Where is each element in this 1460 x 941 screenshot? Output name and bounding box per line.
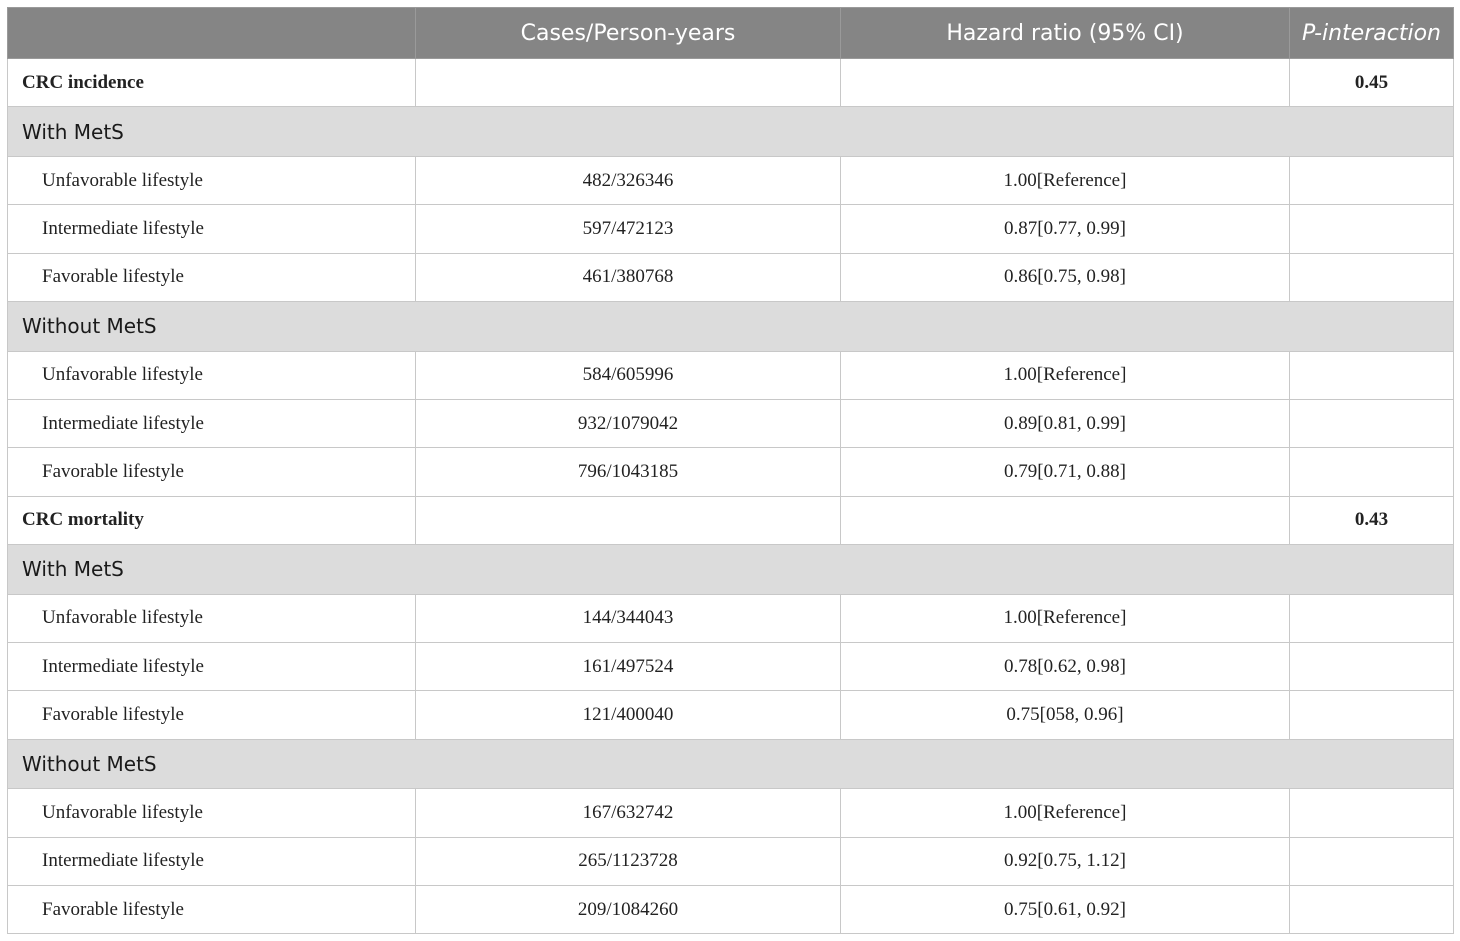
header-p-interaction-column: P-interaction	[1290, 8, 1454, 59]
cases-cell: 584/605996	[416, 351, 841, 399]
empty-cell	[1290, 594, 1454, 642]
hazard-ratio-cell: 1.00[Reference]	[841, 789, 1290, 837]
group-title: With MetS	[8, 107, 1454, 157]
section-row-crc-mortality	[8, 496, 1454, 544]
table-body	[8, 59, 1454, 934]
row-label: Unfavorable lifestyle	[8, 594, 416, 642]
row-label: Favorable lifestyle	[8, 448, 416, 496]
empty-cell	[1290, 156, 1454, 204]
hazard-ratio-cell: 0.75[058, 0.96]	[841, 691, 1290, 739]
row-label: Unfavorable lifestyle	[8, 156, 416, 204]
table-row	[8, 837, 1454, 885]
hazard-ratio-cell: 0.78[0.62, 0.98]	[841, 643, 1290, 691]
group-row-with-mets	[8, 545, 1454, 595]
table-row	[8, 253, 1454, 301]
table-row	[8, 594, 1454, 642]
row-label: Unfavorable lifestyle	[8, 789, 416, 837]
row-label: Unfavorable lifestyle	[8, 351, 416, 399]
table-header	[8, 8, 1454, 59]
group-title: Without MetS	[8, 739, 1454, 789]
empty-cell	[416, 496, 841, 544]
hazard-ratio-cell: 0.79[0.71, 0.88]	[841, 448, 1290, 496]
table-row	[8, 643, 1454, 691]
header-row	[8, 8, 1454, 59]
row-label: Intermediate lifestyle	[8, 643, 416, 691]
empty-cell	[1290, 837, 1454, 885]
cases-cell: 796/1043185	[416, 448, 841, 496]
table-row	[8, 351, 1454, 399]
hazard-ratio-cell: 1.00[Reference]	[841, 156, 1290, 204]
header-cases-column: Cases/Person-years	[416, 8, 841, 59]
group-title: With MetS	[8, 545, 1454, 595]
cases-cell: 597/472123	[416, 205, 841, 253]
group-row-with-mets	[8, 107, 1454, 157]
section-row-crc-incidence	[8, 59, 1454, 107]
empty-cell	[841, 496, 1290, 544]
cases-cell: 121/400040	[416, 691, 841, 739]
cases-cell: 161/497524	[416, 643, 841, 691]
cases-cell: 144/344043	[416, 594, 841, 642]
hazard-ratio-cell: 1.00[Reference]	[841, 594, 1290, 642]
group-row-without-mets	[8, 302, 1454, 352]
empty-cell	[1290, 399, 1454, 447]
empty-cell	[1290, 351, 1454, 399]
table-row	[8, 156, 1454, 204]
row-label: Intermediate lifestyle	[8, 205, 416, 253]
hazard-ratio-cell: 0.75[0.61, 0.92]	[841, 886, 1290, 934]
table-row	[8, 886, 1454, 934]
hazard-ratio-cell: 1.00[Reference]	[841, 351, 1290, 399]
empty-cell	[1290, 691, 1454, 739]
table-row	[8, 448, 1454, 496]
empty-cell	[1290, 643, 1454, 691]
results-table	[7, 7, 1454, 934]
row-label: Intermediate lifestyle	[8, 399, 416, 447]
p-interaction-value: 0.45	[1290, 59, 1454, 107]
row-label: Favorable lifestyle	[8, 886, 416, 934]
hazard-ratio-cell: 0.89[0.81, 0.99]	[841, 399, 1290, 447]
table-row	[8, 205, 1454, 253]
empty-cell	[1290, 205, 1454, 253]
cases-cell: 461/380768	[416, 253, 841, 301]
section-title: CRC mortality	[8, 496, 416, 544]
section-title: CRC incidence	[8, 59, 416, 107]
header-hazard-ratio-column: Hazard ratio (95% CI)	[841, 8, 1290, 59]
table-row	[8, 691, 1454, 739]
cases-cell: 209/1084260	[416, 886, 841, 934]
table-row	[8, 789, 1454, 837]
table-row	[8, 399, 1454, 447]
hazard-ratio-cell: 0.87[0.77, 0.99]	[841, 205, 1290, 253]
cases-cell: 932/1079042	[416, 399, 841, 447]
empty-cell	[1290, 789, 1454, 837]
row-label: Intermediate lifestyle	[8, 837, 416, 885]
hazard-ratio-cell: 0.86[0.75, 0.98]	[841, 253, 1290, 301]
row-label: Favorable lifestyle	[8, 253, 416, 301]
p-interaction-value: 0.43	[1290, 496, 1454, 544]
group-title: Without MetS	[8, 302, 1454, 352]
row-label: Favorable lifestyle	[8, 691, 416, 739]
empty-cell	[841, 59, 1290, 107]
header-label-column	[8, 8, 416, 59]
empty-cell	[1290, 253, 1454, 301]
empty-cell	[1290, 448, 1454, 496]
cases-cell: 482/326346	[416, 156, 841, 204]
empty-cell	[1290, 886, 1454, 934]
hazard-ratio-cell: 0.92[0.75, 1.12]	[841, 837, 1290, 885]
group-row-without-mets	[8, 739, 1454, 789]
empty-cell	[416, 59, 841, 107]
cases-cell: 265/1123728	[416, 837, 841, 885]
cases-cell: 167/632742	[416, 789, 841, 837]
